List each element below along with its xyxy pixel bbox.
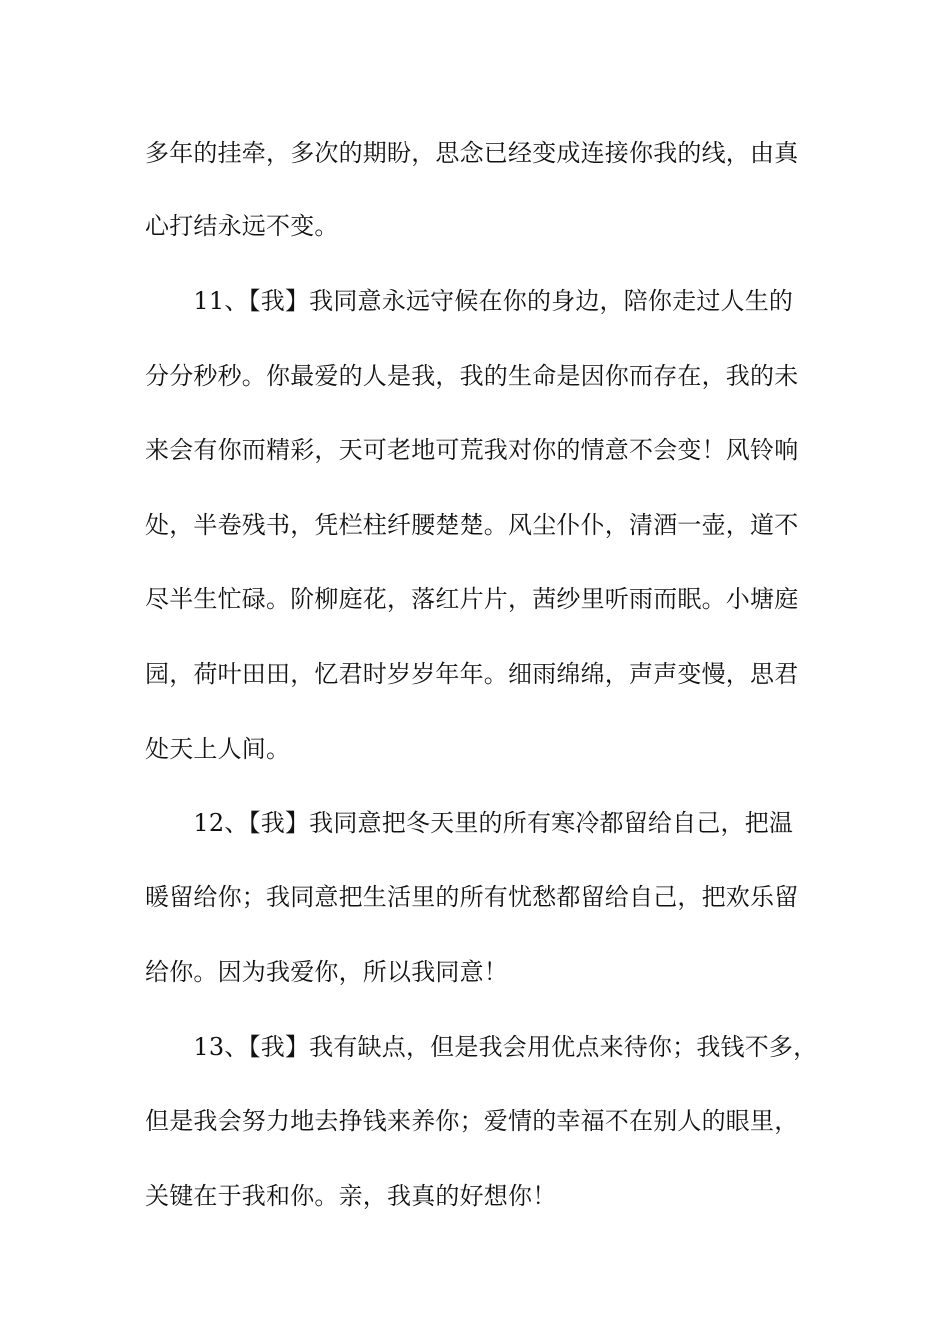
text-line: 处天上人间。	[145, 735, 291, 763]
text-line: 尽半生忙碌。阶柳庭花，落红片片，茜纱里听雨而眠。小塘庭	[145, 585, 799, 613]
text-line: 暖留给你；我同意把生活里的所有忧愁都留给自己，把欢乐留	[145, 883, 799, 911]
text-line: 分分秒秒。你最爱的人是我，我的生命是因你而存在，我的未	[145, 362, 799, 390]
text-line: 心打结永远不变。	[145, 212, 339, 240]
text-line: 13、【我】我有缺点，但是我会用优点来待你；我钱不多，	[145, 1033, 818, 1061]
text-line: 12、【我】我同意把冬天里的所有寒冷都留给自己，把温	[145, 809, 794, 837]
text-line: 来会有你而精彩，天可老地可荒我对你的情意不会变！风铃响	[145, 436, 799, 464]
text-line: 关键在于我和你。亲，我真的好想你！	[145, 1182, 557, 1210]
text-line: 给你。因为我爱你，所以我同意！	[145, 958, 508, 986]
text-line: 处，半卷残书，凭栏柱纤腰楚楚。风尘仆仆，清酒一壶，道不	[145, 511, 799, 539]
text-line: 园，荷叶田田，忆君时岁岁年年。细雨绵绵，声声变慢，思君	[145, 660, 799, 688]
text-line: 但是我会努力地去挣钱来养你；爱情的幸福不在别人的眼里，	[145, 1107, 799, 1135]
text-line: 11、【我】我同意永远守候在你的身边，陪你走过人生的	[145, 287, 794, 315]
text-line: 多年的挂牵，多次的期盼，思念已经变成连接你我的线，由真	[145, 139, 799, 167]
